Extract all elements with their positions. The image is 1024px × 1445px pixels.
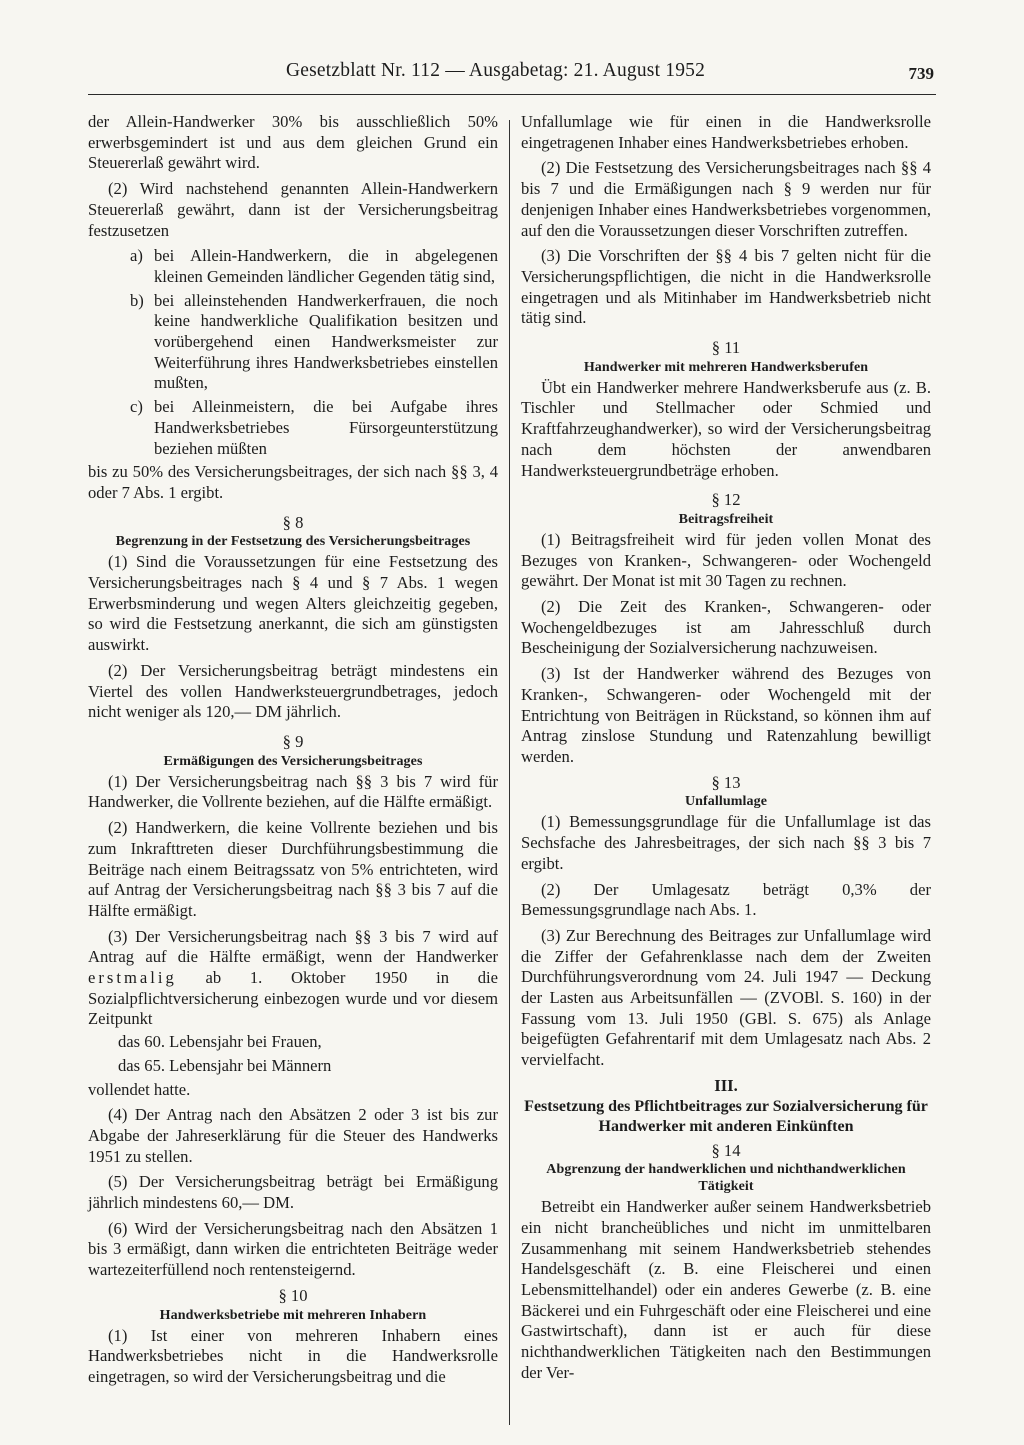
list-item bbox=[130, 246, 498, 287]
section-title: Ermäßigungen des Versicherungsbeitrages bbox=[163, 753, 423, 769]
paragraph: (6) Wird der Versicherungsbeitrag nach den Absätzen 1 bis 3 ermäßigt, dann wirken die entrichteten Beiträge weder wartezeiterfüllend noch rentensteigernd. bbox=[88, 1218, 498, 1280]
section-title: Abgrenzung der handwerklichen und nichthandwerklichen Tätigkeit bbox=[546, 1162, 906, 1195]
age-condition: das 65. Lebensjahr bei Männern bbox=[118, 1055, 332, 1075]
paragraph: (5) Der Versicherungsbeitrag beträgt bei Ermäßigung jährlich mindestens 60,— DM. bbox=[88, 1172, 498, 1213]
paragraph: Betreibt ein Handwerker außer seinem Handwerksbetrieb ein nicht brancheübliches und nicht im unmittelbaren Zusammenhang mit seinem Handwerksbetrieb stehendes Handelsgeschäft (z. B. eine Fleischerei und einen Lebensmittelhandel) oder ein anderes Gewerbe (z. B. eine Bäckerei und ein Fuhrgeschäft oder eine Fleischerei und eine Gastwirtschaft), dann ist er auch für diese nichthandwerklichen Tätigkeiten nach den Bestimmungen der Ver- bbox=[521, 1197, 931, 1382]
part-number: III. bbox=[714, 1075, 738, 1095]
section-number: § 12 bbox=[711, 490, 741, 510]
paragraph: Unfallumlage wie für einen in die Handwerksrolle eingetragenen Inhaber eines Handwerksbetriebes erhoben. bbox=[521, 112, 931, 152]
spaced-emphasis: erstmalig bbox=[88, 968, 177, 988]
paragraph: der Allein-Handwerker 30% bis ausschließlich 50% erwerbsgemindert ist und aus dem gleichen Grund ein Steuererlaß gewährt wird. bbox=[88, 112, 498, 173]
list-text: bei Allein-Handwerkern, die in abgelegenen kleinen Gemeinden ländlicher Gegenden tätig sind, bbox=[154, 246, 498, 286]
paragraph: bis zu 50% des Versicherungsbeitrages, der sich nach §§ 3, 4 oder 7 Abs. 1 ergibt. bbox=[88, 462, 498, 502]
list-label: c) bbox=[130, 397, 143, 417]
page-header bbox=[88, 58, 936, 95]
paragraph: (1) Ist einer von mehreren Inhabern eines Handwerksbetriebes nicht in die Handwerksrolle eingetragen, so wird der Versicherungsbeitrag und die bbox=[88, 1325, 498, 1386]
paragraph-text: ab 1. Oktober 1950 in die Sozialpflichtversicherung einbezogen wurde und vor diesem Zeitpunkt bbox=[88, 968, 498, 1029]
paragraph: (1) Beitragsfreiheit wird für jeden vollen Monat des Bezuges von Kranken-, Schwangeren- oder Wochengeld gewährt. Der Monat ist mit 30 Tagen zu rechnen. bbox=[521, 529, 931, 591]
left-column bbox=[88, 112, 498, 1393]
part-title: Festsetzung des Pflichtbeitrages zur Sozialversicherung für Handwerker mit anderen Einkünften bbox=[524, 1097, 928, 1135]
paragraph: (2) Die Zeit des Kranken-, Schwangeren- oder Wochengeldbezuges ist am Jahresschluß durch Bescheinigung der Sozialversicherung nachzuweisen. bbox=[521, 597, 931, 658]
section-title: Begrenzung in der Festsetzung des Versicherungsbeitrages bbox=[115, 534, 471, 550]
paragraph: vollendet hatte. bbox=[88, 1079, 191, 1099]
section-number: § 9 bbox=[282, 731, 304, 751]
paragraph: (2) Der Umlagesatz beträgt 0,3% der Bemessungsgrundlage nach Abs. 1. bbox=[521, 879, 931, 920]
section-number: § 13 bbox=[711, 772, 741, 792]
section-number: § 14 bbox=[711, 1140, 741, 1160]
paragraph: (3) Ist der Handwerker während des Bezuges von Kranken-, Schwangeren- oder Wochengeld mit der Entrichtung von Beiträgen in Rückstand, so können ihm auf Antrag zinslose Stundung und Ratenzahlung bewilligt werden. bbox=[521, 664, 931, 766]
paragraph: (1) Bemessungsgrundlage für die Unfallumlage ist das Sechsfache des Jahresbeitrages, der sich nach §§ 3 bis 7 ergibt. bbox=[521, 812, 931, 873]
section-number: § 10 bbox=[278, 1285, 308, 1305]
paragraph: (3) Zur Berechnung des Beitrages zur Unfallumlage wird die Ziffer der Gefahrenklasse nach dem der Zweiten Durchführungsverordnung vom 24. Juli 1947 — Deckung der Lasten aus Arbeitsunfällen — (ZVOBl. S. 160) in der Fassung vom 13. Juli 1950 (GBl. S. 675) als Anlage beigefügten Gefahrentarif mit dem Umlagesatz nach Abs. 2 vervielfacht. bbox=[521, 925, 931, 1070]
paragraph: (2) Wird nachstehend genannten Allein-Handwerkern Steuererlaß gewährt, dann ist der Versicherungsbeitrag festzusetzen bbox=[88, 179, 498, 240]
list-text: bei alleinstehenden Handwerkerfrauen, die noch keine handwerkliche Qualifikation besitzen und vorübergehend einen Handwerksmeister zur Weiterführung ihres Handwerksbetriebes einstellen mußten, bbox=[154, 290, 498, 393]
paragraph: (4) Der Antrag nach den Absätzen 2 oder 3 ist bis zur Abgabe der Jahreserklärung für die Steuer des Handwerks 1951 zu stellen. bbox=[88, 1105, 498, 1166]
paragraph: (1) Der Versicherungsbeitrag nach §§ 3 bis 7 wird für Handwerker, die Vollrente beziehen, auf die Hälfte ermäßigt. bbox=[88, 771, 498, 812]
right-column bbox=[521, 112, 931, 1389]
section-title: Handwerker mit mehreren Handwerksberufen bbox=[583, 359, 869, 375]
paragraph-text: (3) Der Versicherungsbeitrag nach §§ 3 bis 7 wird auf Antrag auf die Hälfte ermäßigt, wenn der Handwerker bbox=[88, 926, 498, 967]
gazette-title: Gesetzblatt Nr. 112 — Ausgabetag: 21. August 1952 bbox=[286, 60, 706, 81]
list-item bbox=[130, 397, 498, 459]
list-label: b) bbox=[130, 290, 144, 310]
list-text: bei Alleinmeistern, die bei Aufgabe ihres Handwerksbetriebes Fürsorgeunterstützung beziehen müßten bbox=[154, 397, 498, 458]
paragraph: Übt ein Handwerker mehrere Handwerksberufe aus (z. B. Tischler und Stellmacher oder Schmied und Kraftfahrzeughandwerker), so wird der Versicherungsbeitrag nach dem höchsten der anwendbaren Handwerksteuergrundbeträge erhoben. bbox=[521, 377, 931, 480]
section-number: § 11 bbox=[711, 338, 741, 358]
paragraph: (2) Der Versicherungsbeitrag beträgt mindestens ein Viertel des vollen Handwerksteuergrundbetrages, jedoch nicht weniger als 120,— DM jährlich. bbox=[88, 660, 498, 722]
list-label: a) bbox=[130, 246, 143, 266]
section-title: Unfallumlage bbox=[684, 794, 768, 810]
section-title: Handwerksbetriebe mit mehreren Inhabern bbox=[159, 1307, 427, 1323]
section-title: Beitragsfreiheit bbox=[678, 511, 774, 527]
age-condition: das 60. Lebensjahr bei Frauen, bbox=[118, 1032, 322, 1052]
paragraph: (2) Die Festsetzung des Versicherungsbeitrages nach §§ 4 bis 7 und die Ermäßigungen nach § 9 werden nur für denjenigen Inhaber eines Handwerksbetriebes vorgenommen, auf den die Voraussetzungen dieser Vorschriften zutreffen. bbox=[521, 158, 931, 240]
column-divider bbox=[509, 120, 510, 1425]
page-number: 739 bbox=[908, 64, 934, 83]
paragraph bbox=[88, 927, 498, 1031]
section-number: § 8 bbox=[282, 512, 304, 532]
paragraph: (2) Handwerkern, die keine Vollrente beziehen und bis zum Inkrafttreten dieser Durchführungsbestimmung die Beiträge nach einem Beitragssatz von 5% entrichteten, wird auf Antrag der Versicherungsbeitrag nach §§ 3 bis 7 auf die Hälfte ermäßigt. bbox=[88, 818, 498, 920]
list-item bbox=[130, 291, 498, 395]
paragraph: (3) Die Vorschriften der §§ 4 bis 7 gelten nicht für die Versicherungspflichtigen, die nicht in die Handwerksrolle eingetragen und als Mitinhaber im Handwerksbetrieb nicht tätig sind. bbox=[521, 246, 931, 328]
paragraph: (1) Sind die Voraussetzungen für eine Festsetzung des Versicherungsbeitrages nach § 4 und § 7 Abs. 1 wegen Erwerbsminderung und wegen Alters gleichzeitig gegeben, so wird die Festsetzung anerkannt, die sich am günstigsten auswirkt. bbox=[88, 552, 498, 655]
